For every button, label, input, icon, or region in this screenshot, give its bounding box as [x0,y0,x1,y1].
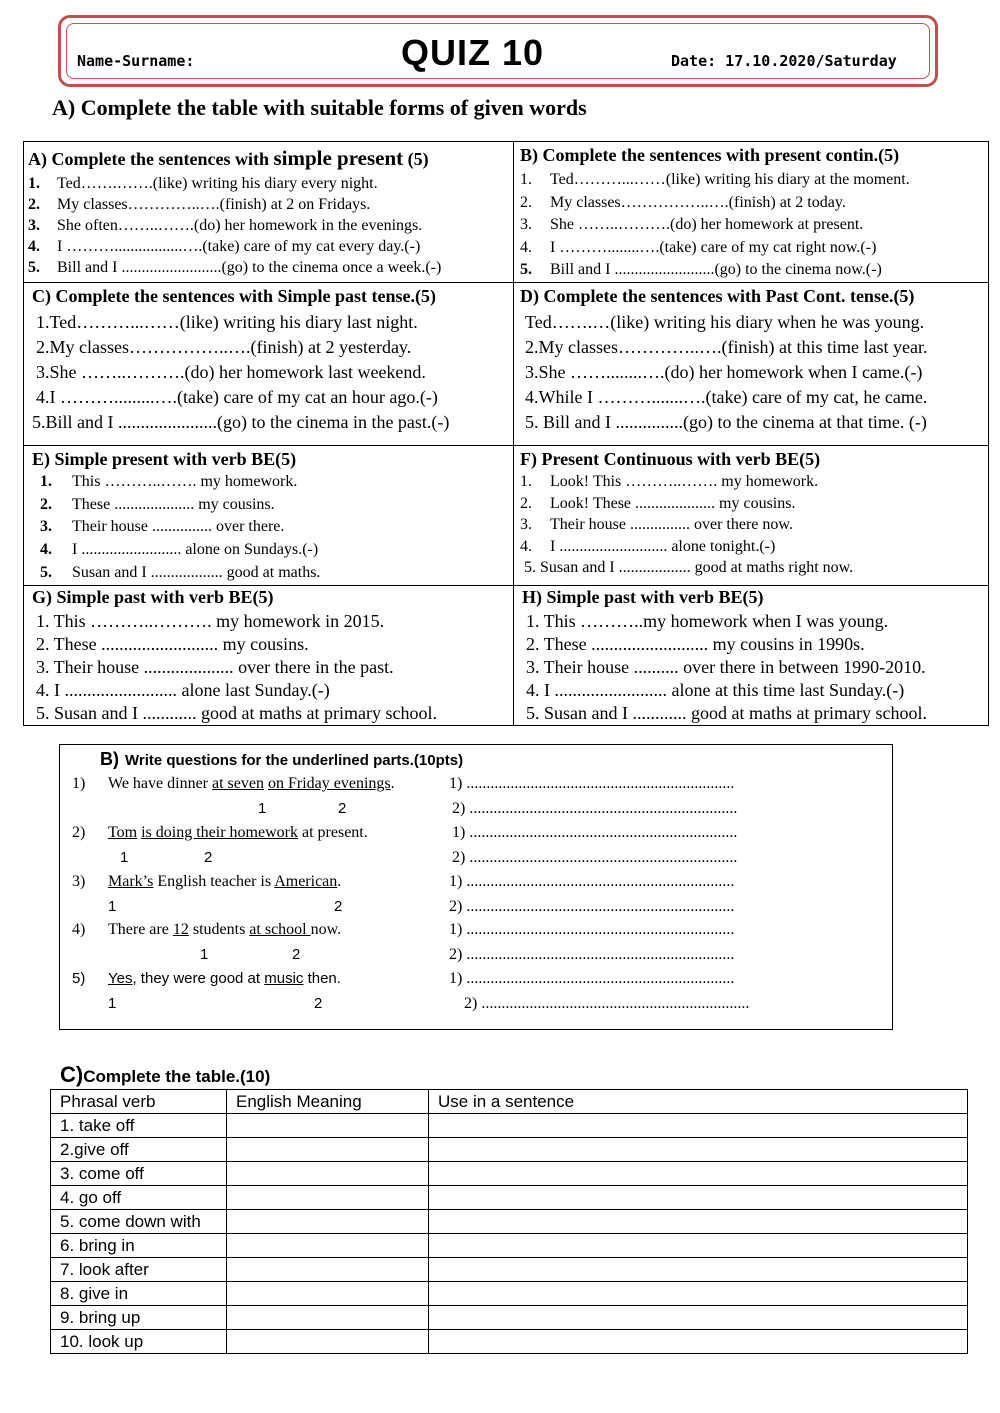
phrasal-verb: 5. come down with [51,1210,227,1234]
block-f-item: 3. Their house ............... over there now. [520,516,793,533]
sentence-cell[interactable] [429,1258,968,1282]
question-2-answer-2[interactable]: 2) ................................................................... [452,849,738,866]
block-f-present-continuous-be [514,446,989,586]
block-f-item: 5. Susan and I .................. good at maths right now. [524,559,854,576]
question-1-answer-2[interactable]: 2) ................................................................... [452,800,738,817]
block-g-title: G) Simple past with verb BE(5) [32,586,274,607]
question-3-answer-2[interactable]: 2) ................................................................... [449,898,735,915]
meaning-cell[interactable] [227,1186,429,1210]
section-c-title: C)Complete the table.(10) [60,1062,271,1087]
question-4: 4) There are 12 students at school now. [72,921,342,938]
block-a-item: 5. Bill and I .........................(go) to the cinema once a week.(-) [28,259,442,276]
section-a-heading: A) Complete the table with suitable forms of given words [52,95,587,120]
table-row [51,1210,968,1234]
phrasal-verb: 8. give in [51,1282,227,1306]
block-h-item: 3. Their house .......... over there in between 1990-2010. [526,656,926,677]
block-a-item: 2. My classes…………..….(finish) at 2 on Fridays. [28,196,371,213]
meaning-cell[interactable] [227,1162,429,1186]
question-5-answer-2[interactable]: 2) ................................................................... [464,995,750,1012]
meaning-cell[interactable] [227,1282,429,1306]
sentence-cell[interactable] [429,1162,968,1186]
block-d-item: 5. Bill and I ...............(go) to the cinema at that time. (-) [525,412,927,432]
question-2-marker-1: 1 [120,849,129,866]
question-3-answer-1[interactable]: 1) ................................................................... [449,873,735,890]
question-3: 3) Mark’s English teacher is American. [72,873,342,890]
sentence-cell[interactable] [429,1330,968,1354]
question-1: 1) We have dinner at seven on Friday evenings. [72,775,395,792]
table-row [51,1282,968,1306]
phrasal-verb: 3. come off [51,1162,227,1186]
sentence-cell[interactable] [429,1306,968,1330]
table-row [51,1258,968,1282]
block-d-item: 3.She ……........….(do) her homework when I came.(-) [525,362,923,382]
block-h-item: 1. This ………..my homework when I was young. [526,610,889,631]
block-h-item: 2. These .......................... my cousins in 1990s. [526,633,865,654]
block-c-title: C) Complete the sentences with Simple past tense.(5) [32,286,436,306]
question-2-marker-2: 2 [204,849,213,866]
table-row [51,1162,968,1186]
block-g-item: 2. These .......................... my cousins. [36,633,309,654]
table-row [51,1306,968,1330]
block-c-item: 5.Bill and I ......................(go) to the cinema in the past.(-) [32,412,450,432]
block-h-past-be [514,585,989,725]
question-1-marker-1: 1 [258,800,267,817]
table-header-row [51,1090,968,1114]
block-c-item: 3.She ……..……….(do) her homework last weekend. [36,362,426,382]
name-surname-label: Name-Surname: [77,52,195,70]
question-5-marker-1: 1 [108,995,117,1012]
phrasal-verb: 9. bring up [51,1306,227,1330]
meaning-cell[interactable] [227,1234,429,1258]
block-d-item: 2.My classes…………..….(finish) at this time last year. [525,337,928,357]
question-5-marker-2: 2 [314,995,323,1012]
block-b-item: 4. I ………........….(take) care of my cat right now.(-) [520,238,877,256]
sentence-cell[interactable] [429,1186,968,1210]
meaning-cell[interactable] [227,1138,429,1162]
question-2: 2) Tom is doing their homework at present. [72,824,368,841]
question-1-answer-1[interactable]: 1) ................................................................... [449,775,735,792]
question-5: 5) Yes, they were good at music then. [72,970,341,987]
header-use-in-sentence: Use in a sentence [429,1090,968,1114]
block-b-item: 1. Ted………...……(like) writing his diary at the moment. [520,171,910,188]
meaning-cell[interactable] [227,1330,429,1354]
section-b-title: B) Write questions for the underlined parts.(10pts) [100,749,464,769]
block-f-item: 1. Look! This ………..……. my homework. [520,473,819,490]
question-4-marker-1: 1 [200,946,209,963]
table-row [51,1186,968,1210]
block-a-simple-present [24,142,514,283]
block-c-item: 2.My classes……………..….(finish) at 2 yesterday. [36,337,412,357]
table-row [51,1114,968,1138]
block-h-title: H) Simple past with verb BE(5) [522,586,764,607]
block-a-title: A) Complete the sentences with simple present (5) [28,146,429,170]
meaning-cell[interactable] [227,1210,429,1234]
question-4-answer-1[interactable]: 1) ................................................................... [449,921,735,938]
sentence-cell[interactable] [429,1282,968,1306]
block-d-past-continuous [514,283,989,446]
question-1-marker-2: 2 [338,800,347,817]
meaning-cell[interactable] [227,1258,429,1282]
section-b-box [59,744,893,1030]
grammar-table [23,141,989,726]
block-e-title: E) Simple present with verb BE(5) [32,449,297,469]
phrasal-verb: 1. take off [51,1114,227,1138]
block-g-item: 4. I ......................... alone last Sunday.(-) [36,679,330,700]
sentence-cell[interactable] [429,1234,968,1258]
block-d-title: D) Complete the sentences with Past Cont. tense.(5) [520,286,915,306]
phrasal-verb: 10. look up [51,1330,227,1354]
meaning-cell[interactable] [227,1114,429,1138]
block-b-item: 2. My classes……………..….(finish) at 2 today. [520,193,846,211]
table-row [51,1234,968,1258]
block-c-item: 1.Ted………...……(like) writing his diary last night. [36,312,418,332]
block-h-item: 5. Susan and I ............ good at maths at primary school. [526,702,927,723]
block-b-item: 5. Bill and I .........................(go) to the cinema now.(-) [520,261,882,278]
phrasal-verb: 7. look after [51,1258,227,1282]
question-2-answer-1[interactable]: 1) ................................................................... [452,824,738,841]
block-g-past-be [24,585,514,725]
block-g-item: 3. Their house .................... over there in the past. [36,656,394,677]
block-d-item: Ted…….…(like) writing his diary when he was young. [525,312,925,332]
phrasal-verb: 6. bring in [51,1234,227,1258]
table-row [51,1138,968,1162]
block-f-title: F) Present Continuous with verb BE(5) [520,449,821,469]
block-a-item: 1. Ted…….…….(like) writing his diary every night. [28,175,378,192]
block-b-present-continuous [514,142,989,283]
block-a-item: 4. I ……….................….(take) care of my cat every day.(-) [28,238,421,255]
header-english-meaning: English Meaning [227,1090,429,1114]
question-4-marker-2: 2 [292,946,301,963]
block-e-item: 4. I ......................... alone on Sundays.(-) [40,541,319,559]
question-3-marker-1: 1 [108,898,117,915]
question-5-answer-1[interactable]: 1) ................................................................... [449,970,735,987]
question-4-answer-2[interactable]: 2) ................................................................... [449,946,735,963]
phrasal-verb: 4. go off [51,1186,227,1210]
sentence-cell[interactable] [429,1210,968,1234]
block-c-simple-past [24,283,514,446]
block-e-item: 3. Their house ............... over there. [40,518,285,536]
header-phrasal-verb: Phrasal verb [51,1090,227,1114]
sentence-cell[interactable] [429,1114,968,1138]
meaning-cell[interactable] [227,1306,429,1330]
sentence-cell[interactable] [429,1138,968,1162]
table-row [51,1330,968,1354]
question-3-marker-2: 2 [334,898,343,915]
phrasal-verb-table [50,1089,968,1354]
block-h-item: 4. I ......................... alone at this time last Sunday.(-) [526,679,905,700]
block-f-item: 4. I ........................... alone tonight.(-) [520,537,776,555]
block-b-item: 3. She ……..……….(do) her homework at present. [520,216,864,233]
phrasal-verb: 2.give off [51,1138,227,1162]
block-c-item: 4.I ……….........….(take) care of my cat an hour ago.(-) [36,387,438,407]
block-a-item: 3. She often……..…….(do) her homework in the evenings. [28,217,423,234]
quiz-date: Date: 17.10.2020/Saturday [671,52,897,70]
block-b-title: B) Complete the sentences with present contin.(5) [520,145,900,165]
block-d-item: 4.While I ……….......….(take) care of my cat, he came. [525,387,928,407]
quiz-header [58,15,938,87]
block-e-present-be [24,446,514,586]
quiz-title: QUIZ 10 [401,32,545,73]
block-e-item: 1. This ………..……. my homework. [40,473,298,490]
block-f-item: 2. Look! These .................... my cousins. [520,494,796,512]
block-g-item: 1. This ………..………. my homework in 2015. [36,610,385,631]
block-e-item: 5. Susan and I .................. good at maths. [40,563,321,581]
block-g-item: 5. Susan and I ............ good at maths at primary school. [36,702,437,723]
block-e-item: 2. These .................... my cousins. [40,495,275,513]
